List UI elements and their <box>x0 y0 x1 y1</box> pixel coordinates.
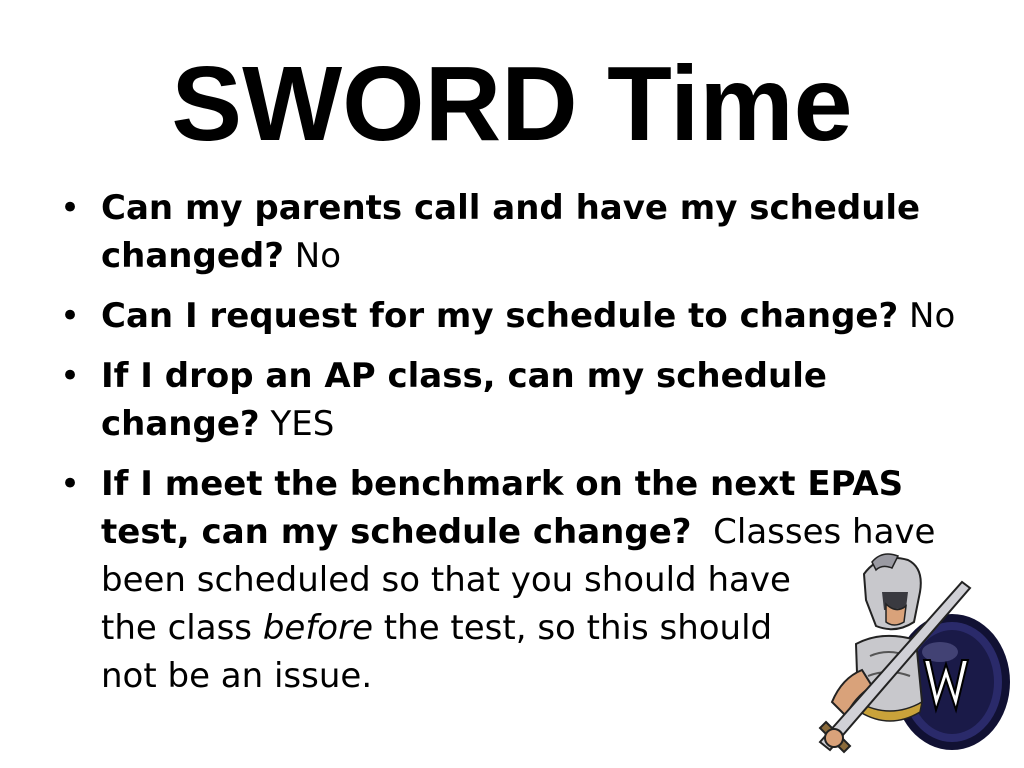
bullet-answer: not be an issue. <box>101 656 373 696</box>
bullet-question: Can I request for my schedule to change? <box>101 296 899 336</box>
bullet-question: changed? <box>101 236 284 276</box>
bullet-question: Can my parents call and have my schedule <box>101 188 921 228</box>
bullet-question: If I drop an AP class, can my schedule <box>101 356 827 396</box>
bullet-question: If I meet the benchmark on the next EPAS <box>101 464 904 504</box>
bullet-answer-emphasis: before <box>262 608 373 648</box>
slide-title: SWORD Time <box>171 45 853 163</box>
bullet-question: change? <box>101 404 260 444</box>
spartan-warrior-shield-icon <box>812 552 1012 757</box>
bullet-answer: YES <box>270 404 335 444</box>
bullet-answer: No <box>294 236 342 276</box>
bullet-answer: No <box>909 296 956 336</box>
bullet-answer: the test, so this should <box>373 608 773 648</box>
bullet-answer: been scheduled so that you should have <box>101 560 791 600</box>
bullet-item <box>60 184 960 280</box>
bullet-dot: • <box>60 296 81 336</box>
bullet-dot: • <box>60 464 81 504</box>
bullet-item <box>60 352 960 448</box>
bullet-item <box>60 292 960 340</box>
bullet-dot: • <box>60 188 81 228</box>
bullet-dot: • <box>60 356 81 396</box>
bullet-question: test, can my schedule change? <box>101 512 692 552</box>
bullet-answer: Classes have <box>713 512 936 552</box>
bullet-answer: the class <box>101 608 263 648</box>
